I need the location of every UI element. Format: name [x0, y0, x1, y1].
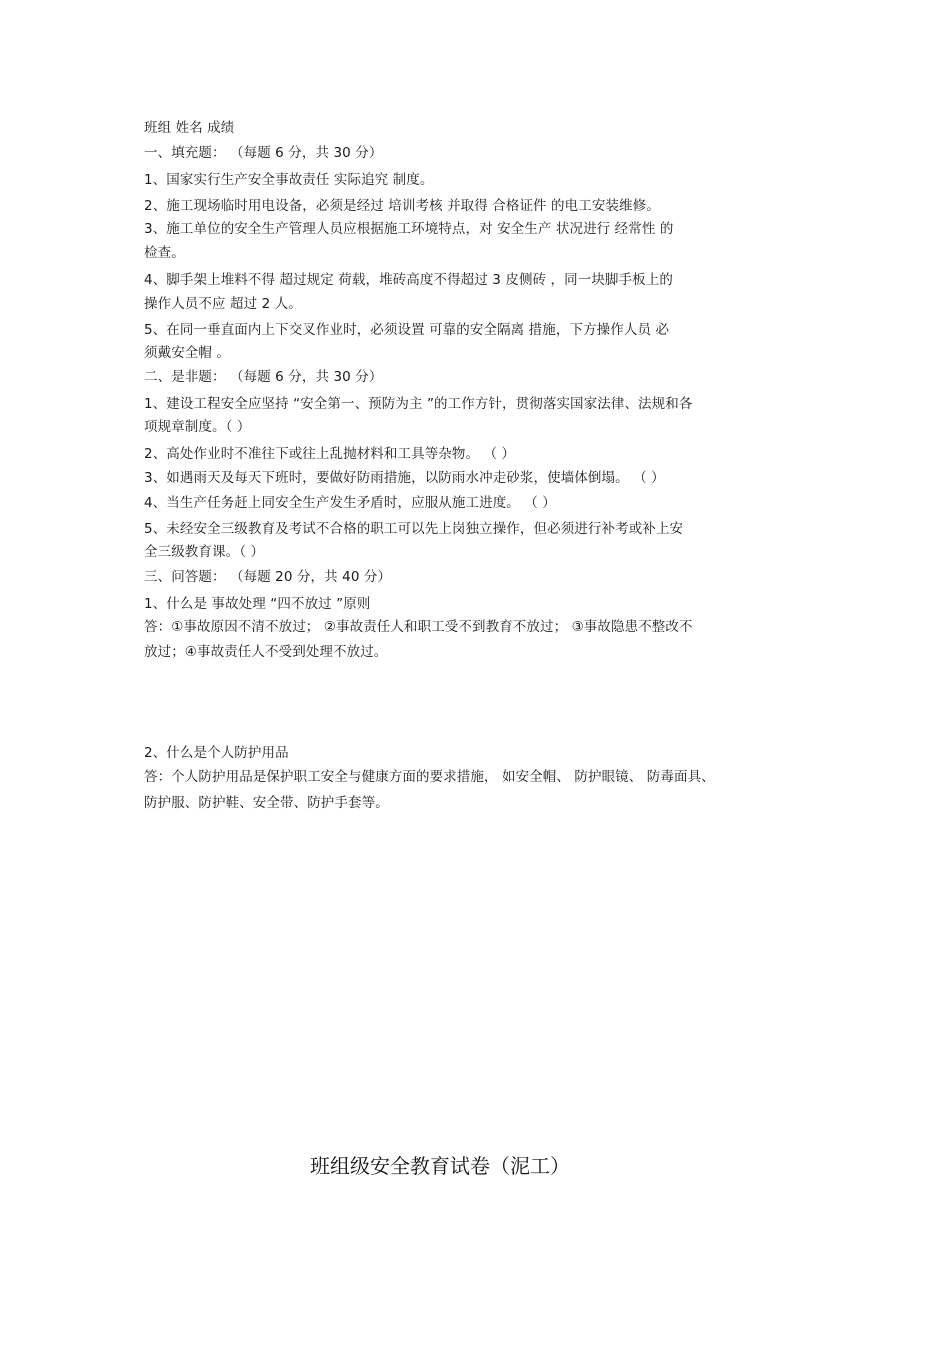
header-info-line: 班组 姓名 成绩: [144, 120, 235, 136]
section-heading-fill-blank: 一、填充题： （每题 6 分，共 30 分）: [144, 145, 383, 161]
tf-question-5-line-2: 全三级教育课。（ ）: [144, 544, 265, 560]
tf-question-2: 2、高处作业时不准往下或往上乱抛材料和工具等杂物。 （ ）: [144, 446, 516, 462]
tf-question-1-line-2: 项规章制度。（ ）: [144, 419, 251, 435]
qa-answer-1-line-1: 答：①事故原因不清不放过； ②事故责任人和职工受不到教育不放过； ③事故隐患不整改不: [144, 619, 693, 635]
fill-question-2: 2、施工现场临时用电设备，必须是经过 培训考核 并取得 合格证件 的电工安装维修。: [144, 198, 660, 214]
tf-question-1-line-1: 1、建设工程安全应坚持 “安全第一、预防为主 ”的工作方针，贯彻落实国家法律、法规和各: [144, 396, 693, 412]
fill-question-3-line-1: 3、施工单位的安全生产管理人员应根据施工环境特点，对 安全生产 状况进行 经常性 的: [144, 221, 674, 237]
fill-question-5-line-1: 5、在同一垂直面内上下交叉作业时，必须设置 可靠的安全隔离 措施，下方操作人员 必: [144, 322, 670, 338]
tf-question-5-line-1: 5、未经安全三级教育及考试不合格的职工可以先上岗独立操作，但必须进行补考或补上安: [144, 521, 684, 537]
qa-question-1: 1、什么是 事故处理 “四不放过 ”原则: [144, 596, 371, 612]
qa-answer-2-line-1: 答：个人防护用品是保护职工安全与健康方面的要求措施， 如安全帽、 防护眼镜、 防毒面具、: [144, 769, 715, 785]
fill-question-5-line-2: 须戴安全帽 。: [144, 345, 230, 361]
section-heading-true-false: 二、是非题： （每题 6 分，共 30 分）: [144, 369, 383, 385]
tf-question-3: 3、如遇雨天及每天下班时，要做好防雨措施，以防雨水冲走砂浆，使墙体倒塌。 （ ）: [144, 470, 665, 486]
exam-title: 班组级安全教育试卷（泥工）: [310, 1154, 570, 1178]
qa-question-2: 2、什么是个人防护用品: [144, 745, 289, 761]
fill-question-4-line-2: 操作人员不应 超过 2 人。: [144, 296, 302, 312]
section-heading-short-answer: 三、问答题： （每题 20 分，共 40 分）: [144, 569, 392, 585]
fill-question-4-line-1: 4、脚手架上堆料不得 超过规定 荷载，堆砖高度不得超过 3 皮侧砖 ，同一块脚手板上的: [144, 272, 673, 288]
qa-answer-1-line-2: 放过；④事故责任人不受到处理不放过。: [144, 644, 388, 660]
qa-answer-2-line-2: 防护服、防护鞋、安全带、防护手套等。: [144, 795, 389, 811]
fill-question-3-line-2: 检查。: [144, 245, 185, 261]
tf-question-4: 4、当生产任务赶上同安全生产发生矛盾时，应服从施工进度。 （ ）: [144, 495, 556, 511]
fill-question-1: 1、国家实行生产安全事故责任 实际追究 制度。: [144, 172, 434, 188]
